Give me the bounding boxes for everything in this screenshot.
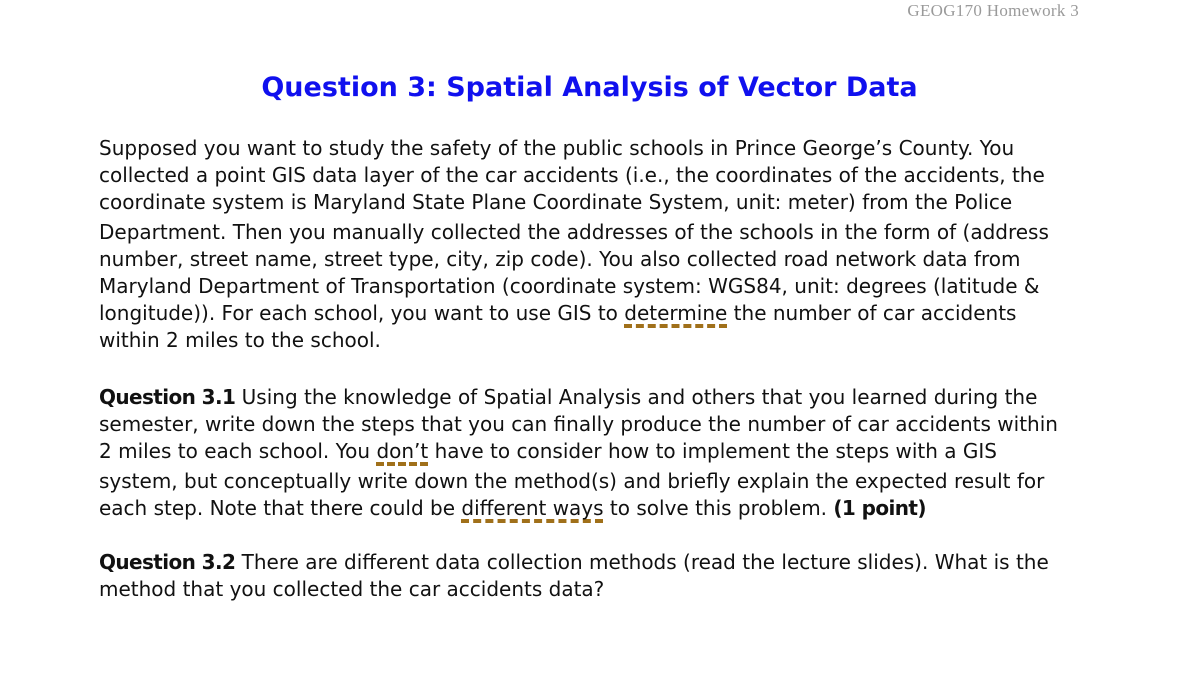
q32-text: There are different data collection methods (read the lecture slides). What is the xyxy=(235,550,1049,574)
intro-text: longitude)). For each school, you want to use GIS to xyxy=(99,301,625,325)
q31-text: Using the knowledge of Spatial Analysis and others that you learned during the xyxy=(235,385,1038,409)
q31-line xyxy=(99,495,1089,522)
q32-line xyxy=(99,549,1089,576)
q31-line: semester, write down the steps that you can finally produce the number of car accidents within xyxy=(99,412,1058,436)
spellcheck-word-dont[interactable]: don’t xyxy=(376,439,429,463)
intro-paragraph xyxy=(99,135,1089,354)
spellcheck-word-determine[interactable]: determine xyxy=(624,301,728,325)
q31-text: to solve this problem. xyxy=(603,496,834,520)
question-title: Question 3: Spatial Analysis of Vector Data xyxy=(261,72,918,103)
q31-line: system, but conceptually write down the method(s) and briefly explain the expected result for xyxy=(99,469,1045,493)
intro-line: Supposed you want to study the safety of the public schools in Prince George’s County. You xyxy=(99,136,1015,160)
q31-text: have to consider how to implement the steps with a GIS xyxy=(428,439,997,463)
points-label: (1 point) xyxy=(833,496,926,520)
question-3-1-label: Question 3.1 xyxy=(99,385,236,409)
intro-line: within 2 miles to the school. xyxy=(99,328,381,352)
q31-text: each step. Note that there could be xyxy=(99,496,462,520)
page-header: GEOG170 Homework 3 xyxy=(907,1,1079,20)
intro-line: number, street name, street type, city, zip code). You also collected road network data from xyxy=(99,247,1021,271)
question-3-2-label: Question 3.2 xyxy=(99,550,236,574)
question-3-2-paragraph xyxy=(99,549,1089,603)
q31-text: 2 miles to each school. You xyxy=(99,439,377,463)
intro-text: the number of car accidents xyxy=(727,301,1017,325)
q31-line xyxy=(99,438,1089,465)
spellcheck-word-different-ways[interactable]: different ways xyxy=(461,496,604,520)
q32-line: method that you collected the car accidents data? xyxy=(99,577,605,601)
intro-line: Maryland Department of Transportation (coordinate system: WGS84, unit: degrees (latitude & xyxy=(99,274,1040,298)
q31-line xyxy=(99,384,1089,411)
question-3-1-paragraph xyxy=(99,384,1089,522)
intro-line xyxy=(99,300,1089,327)
intro-line: coordinate system is Maryland State Plane Coordinate System, unit: meter) from the Police xyxy=(99,190,1013,214)
intro-line: Department. Then you manually collected the addresses of the schools in the form of (address xyxy=(99,220,1049,244)
intro-line: collected a point GIS data layer of the car accidents (i.e., the coordinates of the accidents, the xyxy=(99,163,1045,187)
